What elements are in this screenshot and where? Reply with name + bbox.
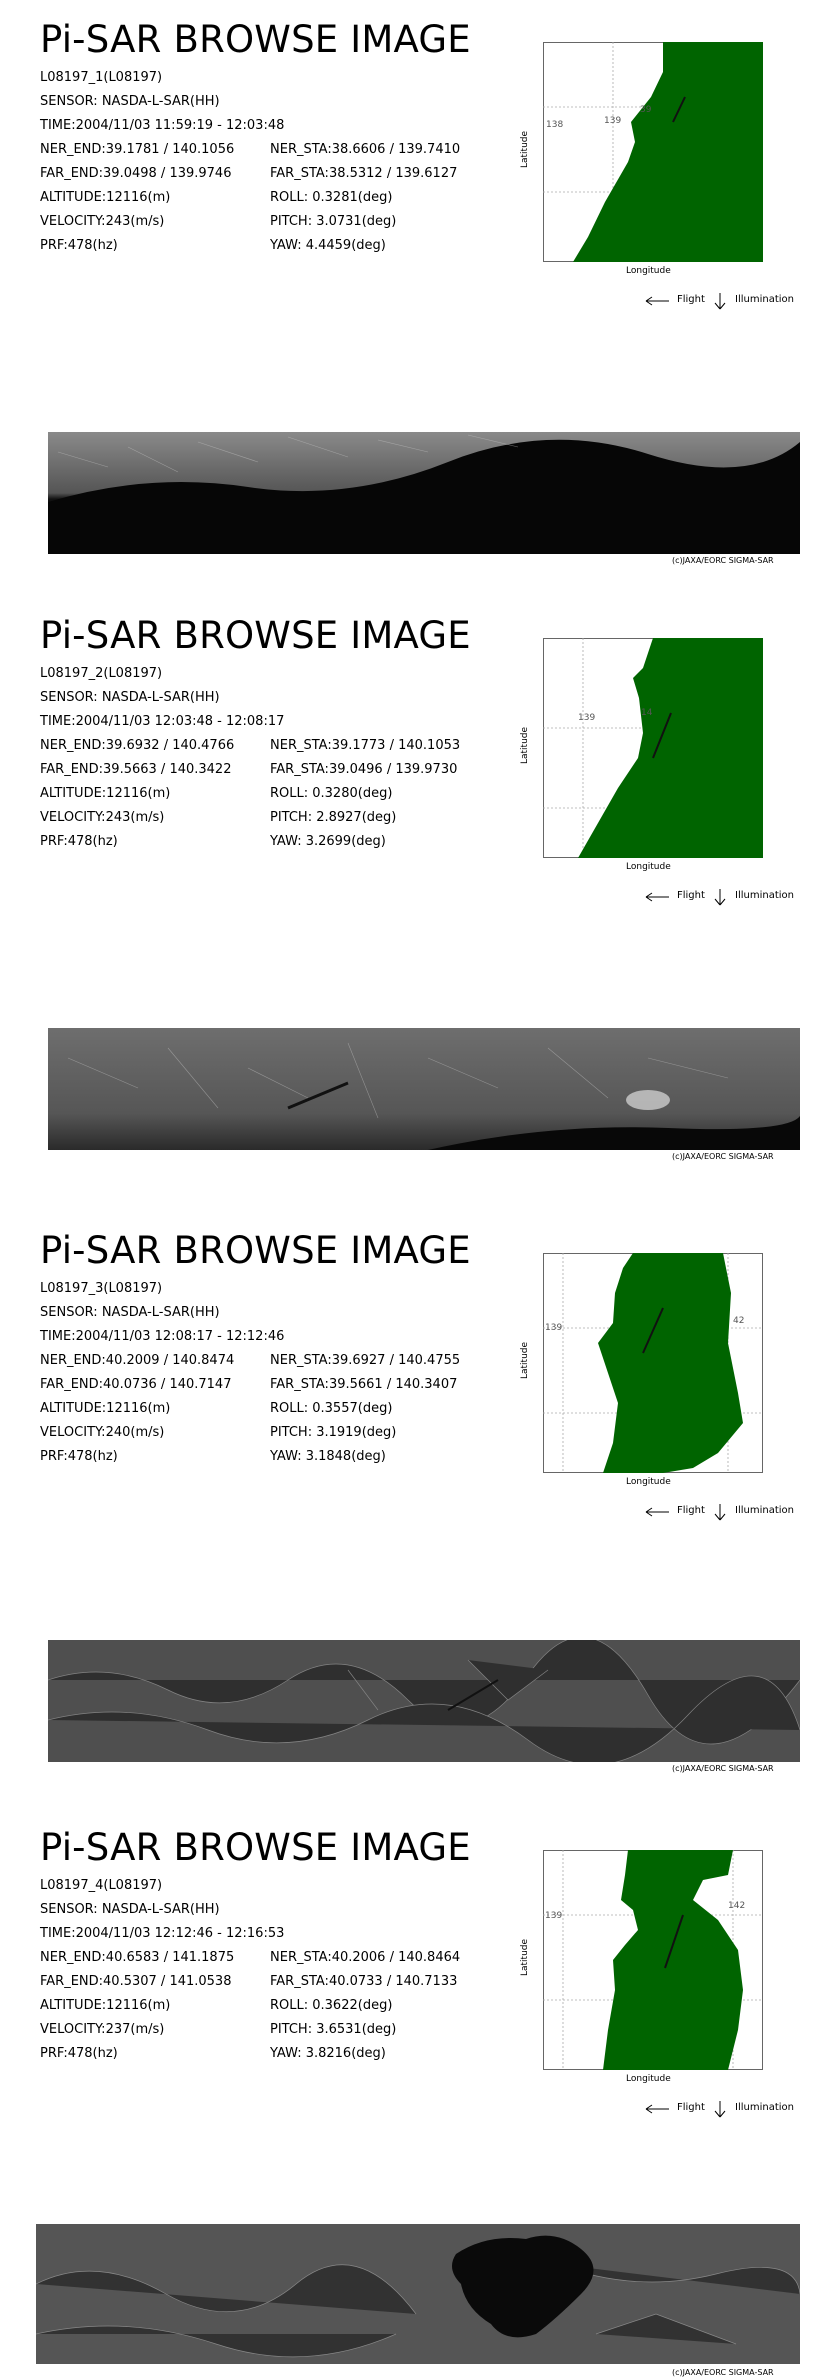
ner-end-text: NER_END:40.2009 / 140.8474 <box>40 1353 235 1368</box>
copyright-text: (c)JAXA/EORC SIGMA-SAR <box>672 2368 774 2377</box>
scene-id: L08197_3(L08197) <box>40 1281 163 1296</box>
location-map <box>543 42 763 262</box>
map-grid-label: 139 <box>604 116 622 126</box>
copyright-text: (c)JAXA/EORC SIGMA-SAR <box>672 1152 774 1161</box>
ner-end-text: NER_END:39.1781 / 140.1056 <box>40 142 235 157</box>
far-sta-text: FAR_STA:39.5661 / 140.3407 <box>270 1377 458 1392</box>
far-end-text: FAR_END:39.5663 / 140.3422 <box>40 762 232 777</box>
longitude-label: Longitude <box>626 2074 671 2084</box>
latitude-label: Latitude <box>520 1938 530 1976</box>
page-title: Pi-SAR BROWSE IMAGE <box>40 614 471 657</box>
prf-text: PRF:478(hz) <box>40 1449 118 1464</box>
longitude-label: Longitude <box>626 862 671 872</box>
scene-id: L08197_4(L08197) <box>40 1878 163 1893</box>
longitude-label: Longitude <box>626 1477 671 1487</box>
pitch-text: PITCH: 3.6531(deg) <box>270 2022 397 2037</box>
map-grid-label: 139 <box>578 713 596 723</box>
page-title: Pi-SAR BROWSE IMAGE <box>40 1826 471 1869</box>
ner-end-text: NER_END:40.6583 / 141.1875 <box>40 1950 235 1965</box>
browse-section-4 <box>0 1808 822 2380</box>
flight-legend <box>643 2100 803 2118</box>
latitude-label: Latitude <box>520 1341 530 1379</box>
altitude-text: ALTITUDE:12116(m) <box>40 1401 171 1416</box>
browse-section-1 <box>0 0 822 595</box>
copyright-text: (c)JAXA/EORC SIGMA-SAR <box>672 1764 774 1773</box>
location-map <box>543 1850 763 2070</box>
sensor-text: SENSOR: NASDA-L-SAR(HH) <box>40 94 220 109</box>
browse-section-3 <box>0 1211 822 1808</box>
yaw-text: YAW: 3.2699(deg) <box>270 834 386 849</box>
far-sta-text: FAR_STA:40.0733 / 140.7133 <box>270 1974 458 1989</box>
sar-browse-image <box>48 1028 800 1150</box>
far-sta-text: FAR_STA:38.5312 / 139.6127 <box>270 166 458 181</box>
flight-legend <box>643 292 803 310</box>
sar-browse-image <box>36 2224 800 2364</box>
roll-text: ROLL: 0.3557(deg) <box>270 1401 393 1416</box>
latitude-label: Latitude <box>520 130 530 168</box>
illumination-label: Illumination <box>735 890 794 901</box>
far-end-text: FAR_END:40.0736 / 140.7147 <box>40 1377 232 1392</box>
page-title: Pi-SAR BROWSE IMAGE <box>40 18 471 61</box>
map-grid-label: 139 <box>545 1911 563 1921</box>
velocity-text: VELOCITY:237(m/s) <box>40 2022 165 2037</box>
sensor-text: SENSOR: NASDA-L-SAR(HH) <box>40 1902 220 1917</box>
location-map <box>543 1253 763 1473</box>
altitude-text: ALTITUDE:12116(m) <box>40 786 171 801</box>
sensor-text: SENSOR: NASDA-L-SAR(HH) <box>40 1305 220 1320</box>
yaw-text: YAW: 4.4459(deg) <box>270 238 386 253</box>
map-grid-label: 138 <box>546 120 564 130</box>
sar-browse-image <box>48 1640 800 1762</box>
prf-text: PRF:478(hz) <box>40 238 118 253</box>
ner-sta-text: NER_STA:39.1773 / 140.1053 <box>270 738 461 753</box>
roll-text: ROLL: 0.3280(deg) <box>270 786 393 801</box>
ner-sta-text: NER_STA:39.6927 / 140.4755 <box>270 1353 461 1368</box>
ner-end-text: NER_END:39.6932 / 140.4766 <box>40 738 235 753</box>
illumination-label: Illumination <box>735 294 794 305</box>
roll-text: ROLL: 0.3622(deg) <box>270 1998 393 2013</box>
copyright-text: (c)JAXA/EORC SIGMA-SAR <box>672 556 774 565</box>
scene-id: L08197_2(L08197) <box>40 666 163 681</box>
longitude-label: Longitude <box>626 266 671 276</box>
ner-sta-text: NER_STA:38.6606 / 139.7410 <box>270 142 461 157</box>
time-text: TIME:2004/11/03 12:03:48 - 12:08:17 <box>40 714 285 729</box>
yaw-text: YAW: 3.1848(deg) <box>270 1449 386 1464</box>
altitude-text: ALTITUDE:12116(m) <box>40 1998 171 2013</box>
altitude-text: ALTITUDE:12116(m) <box>40 190 171 205</box>
prf-text: PRF:478(hz) <box>40 2046 118 2061</box>
roll-text: ROLL: 0.3281(deg) <box>270 190 393 205</box>
latitude-label: Latitude <box>520 726 530 764</box>
pitch-text: PITCH: 3.0731(deg) <box>270 214 397 229</box>
flight-label: Flight <box>677 1505 705 1516</box>
velocity-text: VELOCITY:243(m/s) <box>40 214 165 229</box>
velocity-text: VELOCITY:243(m/s) <box>40 810 165 825</box>
flight-label: Flight <box>677 294 705 305</box>
sar-browse-image <box>48 432 800 554</box>
prf-text: PRF:478(hz) <box>40 834 118 849</box>
yaw-text: YAW: 3.8216(deg) <box>270 2046 386 2061</box>
far-end-text: FAR_END:40.5307 / 141.0538 <box>40 1974 232 1989</box>
map-grid-label: 142 <box>728 1901 746 1911</box>
location-map <box>543 638 763 858</box>
map-grid-label: 39 <box>640 105 652 115</box>
far-sta-text: FAR_STA:39.0496 / 139.9730 <box>270 762 458 777</box>
time-text: TIME:2004/11/03 12:08:17 - 12:12:46 <box>40 1329 285 1344</box>
velocity-text: VELOCITY:240(m/s) <box>40 1425 165 1440</box>
scene-id: L08197_1(L08197) <box>40 70 163 85</box>
ner-sta-text: NER_STA:40.2006 / 140.8464 <box>270 1950 461 1965</box>
illumination-label: Illumination <box>735 2102 794 2113</box>
page-title: Pi-SAR BROWSE IMAGE <box>40 1229 471 1272</box>
flight-label: Flight <box>677 2102 705 2113</box>
browse-section-2 <box>0 596 822 1211</box>
time-text: TIME:2004/11/03 12:12:46 - 12:16:53 <box>40 1926 285 1941</box>
far-end-text: FAR_END:39.0498 / 139.9746 <box>40 166 232 181</box>
sensor-text: SENSOR: NASDA-L-SAR(HH) <box>40 690 220 705</box>
pitch-text: PITCH: 2.8927(deg) <box>270 810 397 825</box>
time-text: TIME:2004/11/03 11:59:19 - 12:03:48 <box>40 118 285 133</box>
illumination-label: Illumination <box>735 1505 794 1516</box>
pitch-text: PITCH: 3.1919(deg) <box>270 1425 397 1440</box>
map-grid-label: 139 <box>545 1323 563 1333</box>
map-grid-label: 14 <box>641 708 653 718</box>
flight-label: Flight <box>677 890 705 901</box>
land-shape <box>598 1253 743 1473</box>
map-grid-label: 42 <box>733 1316 745 1326</box>
flight-legend <box>643 1503 803 1521</box>
flight-legend <box>643 888 803 906</box>
